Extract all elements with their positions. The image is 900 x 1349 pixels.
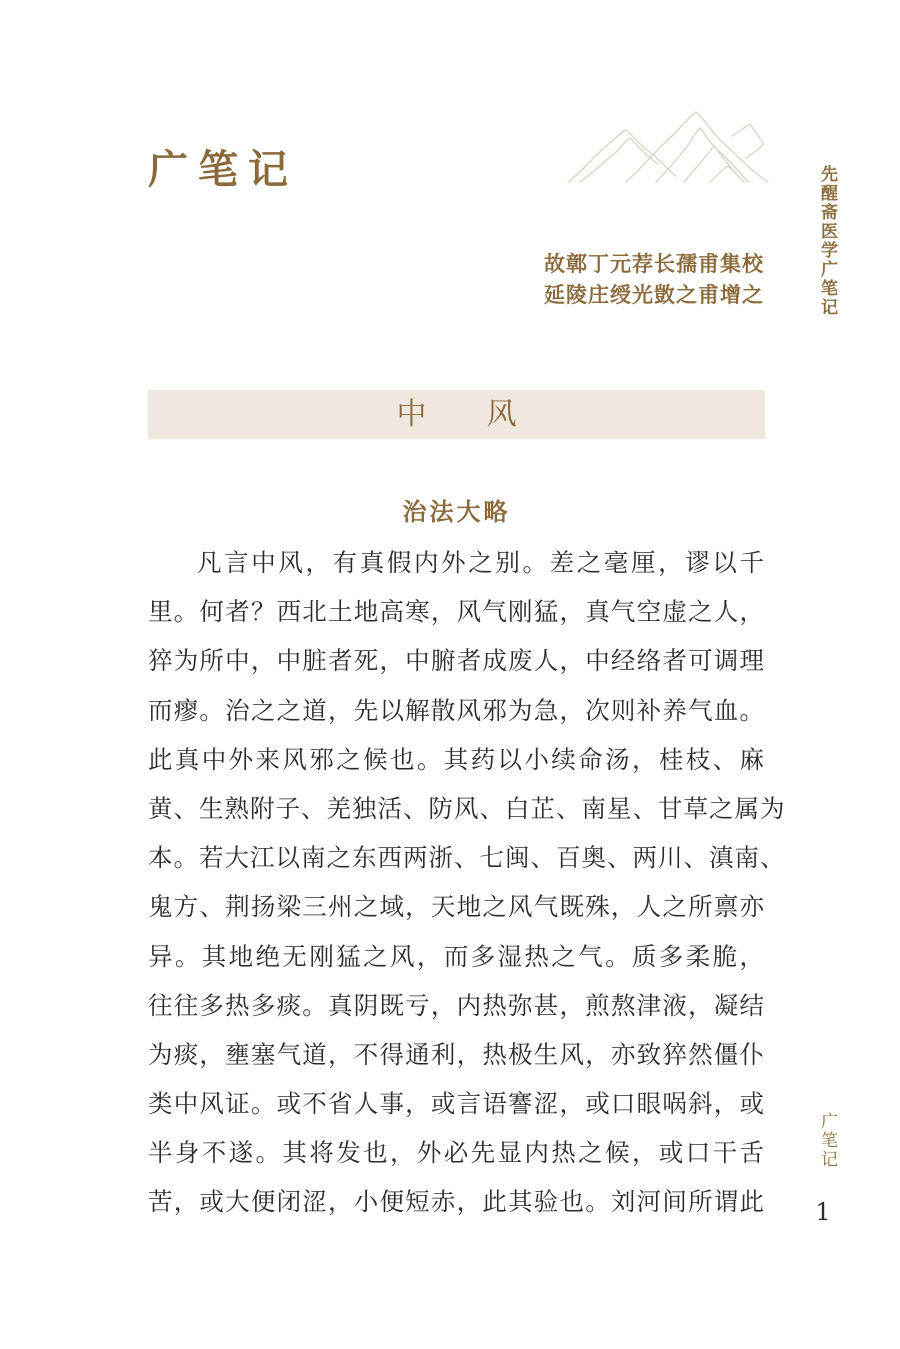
mountains-decoration-icon — [560, 96, 772, 188]
body-line: 猝为所中，中脏者死，中腑者成废人，中经络者可调理 — [148, 646, 765, 676]
body-line: 黄、生熟附子、羌独活、防风、白芷、南星、甘草之属为 — [148, 793, 786, 823]
section-heading: 治法大略 — [402, 497, 511, 526]
page-number: 1 — [815, 1198, 831, 1226]
body-line: 类中风证。或不省人事，或言语謇涩，或口眼㖞斜，或 — [148, 1089, 765, 1119]
body-line: 往往多热多痰。真阴既亏，内热弥甚，煎熬津液，凝结 — [148, 990, 765, 1020]
body-line: 凡言中风，有真假内外之别。差之毫厘，谬以千 — [197, 548, 765, 577]
body-line: 半身不遂。其将发也，外必先显内热之候，或口干舌 — [148, 1138, 765, 1168]
body-text — [148, 538, 786, 1227]
side-title: 广笔记 — [817, 1112, 837, 1169]
body-line: 苦，或大便闭涩，小便短赤，此其验也。刘河间所谓此 — [148, 1187, 765, 1217]
chapter-title: 中风 — [396, 397, 577, 432]
body-line: 异。其地绝无刚猛之风，而多湿热之气。质多柔脆， — [148, 941, 765, 971]
body-line: 里。何者？西北土地高寒，风气刚猛，真气空虚之人， — [148, 597, 765, 627]
body-line: 此真中外来风邪之候也。其药以小续命汤，桂枝、麻 — [148, 744, 765, 774]
book-title: 广笔记 — [148, 146, 298, 193]
running-head: 先醒斋医学广笔记 — [817, 165, 837, 317]
credits — [544, 248, 764, 310]
credit-line-1: 故鄣丁元荐长孺甫集校 — [544, 251, 764, 276]
body-line: 而瘳。治之之道，先以解散风邪为急，次则补养气血。 — [148, 695, 765, 725]
body-line: 鬼方、荆扬梁三州之域，天地之风气既殊，人之所禀亦 — [148, 892, 765, 922]
credit-line-2: 延陵庄绶光敳之甫增之 — [544, 282, 764, 307]
chapter-banner — [148, 390, 765, 439]
body-line: 为痰，壅塞气道，不得通利，热极生风，亦致猝然僵仆 — [148, 1039, 765, 1069]
body-line: 本。若大江以南之东西两浙、七闽、百奥、两川、滇南、 — [148, 843, 786, 873]
